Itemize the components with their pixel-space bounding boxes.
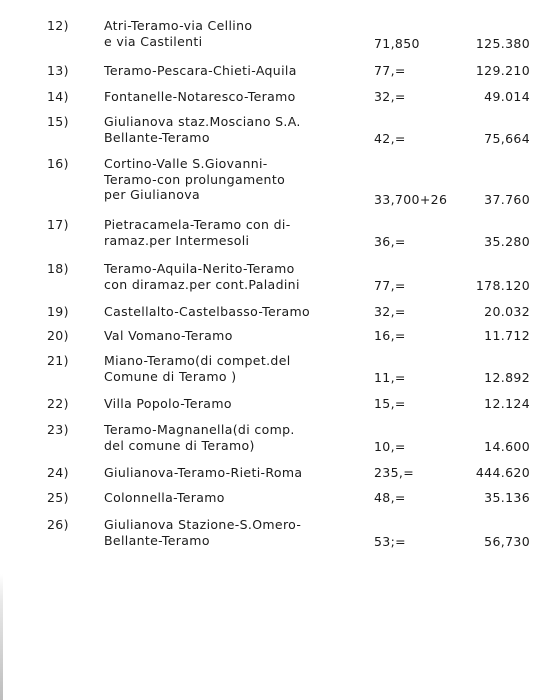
route-line: per Giulianova	[104, 187, 200, 202]
row-number: 19)	[47, 304, 69, 319]
row-number: 12)	[47, 18, 69, 33]
route-km: 32,=	[374, 304, 406, 319]
route-name	[104, 396, 374, 412]
route-line: Val Vomano-Teramo	[104, 328, 233, 343]
route-line: Bellante-Teramo	[104, 129, 210, 145]
route-km: 36,=	[374, 234, 406, 249]
route-line: Fontanelle-Notaresco-Teramo	[104, 89, 296, 104]
route-name	[104, 304, 374, 320]
route-line: Teramo-con prolungamento	[104, 171, 286, 187]
row-number: 20)	[47, 328, 69, 343]
route-line: Teramo-Magnanella(di comp.	[104, 422, 295, 437]
row-number: 18)	[47, 261, 69, 276]
route-km: 48,=	[374, 490, 406, 505]
route-name	[104, 422, 374, 453]
route-km: 32,=	[374, 89, 406, 104]
route-name	[104, 353, 374, 384]
route-name	[104, 63, 374, 79]
route-value: 35.280	[484, 234, 530, 249]
route-km: 71,850	[374, 36, 420, 51]
route-km: 77,=	[374, 278, 406, 293]
route-value: 37.760	[484, 192, 530, 207]
route-line: Teramo-Aquila-Nerito-Teramo	[104, 261, 295, 276]
route-value: 75,664	[484, 131, 530, 146]
row-number: 15)	[47, 114, 69, 129]
route-km: 33,700+26	[374, 192, 448, 207]
route-line: Bellante-Teramo	[104, 532, 210, 548]
route-value: 56,730	[484, 534, 530, 549]
route-km: 77,=	[374, 63, 406, 78]
route-line: Castellalto-Castelbasso-Teramo	[104, 304, 311, 319]
row-number: 14)	[47, 89, 69, 104]
route-value: 178.120	[475, 278, 530, 293]
route-line: Giulianova staz.Mosciano S.A.	[104, 114, 301, 129]
route-line: Cortino-Valle S.Giovanni-	[104, 156, 268, 171]
route-name	[104, 18, 374, 49]
row-number: 22)	[47, 396, 69, 411]
route-value: 11.712	[484, 328, 530, 343]
route-line: Teramo-Pescara-Chieti-Aquila	[104, 63, 297, 78]
route-line: con diramaz.per cont.Paladini	[104, 276, 300, 292]
route-name	[104, 490, 374, 506]
row-number: 24)	[47, 465, 69, 480]
route-name	[104, 156, 374, 203]
route-line: Giulianova-Teramo-Rieti-Roma	[104, 465, 303, 480]
route-value: 125.380	[475, 36, 530, 51]
route-value: 444.620	[475, 465, 530, 480]
route-line: Giulianova Stazione-S.Omero-	[104, 517, 302, 532]
route-name	[104, 465, 374, 481]
route-value: 49.014	[484, 89, 530, 104]
route-value: 12.124	[484, 396, 530, 411]
route-value: 129.210	[475, 63, 530, 78]
row-number: 21)	[47, 353, 69, 368]
route-line: e via Castilenti	[104, 33, 203, 49]
route-line: Miano-Teramo(di compet.del	[104, 353, 291, 368]
route-km: 10,=	[374, 439, 406, 454]
route-km: 16,=	[374, 328, 406, 343]
route-name	[104, 217, 374, 248]
route-km: 53;=	[374, 534, 406, 549]
route-name	[104, 328, 374, 344]
route-km: 15,=	[374, 396, 406, 411]
route-value: 12.892	[484, 370, 530, 385]
scan-edge-shadow	[0, 0, 3, 700]
route-line: Colonnella-Teramo	[104, 490, 225, 505]
route-km: 235,=	[374, 465, 415, 480]
route-value: 35.136	[484, 490, 530, 505]
row-number: 16)	[47, 156, 69, 171]
route-name	[104, 89, 374, 105]
route-line: Comune di Teramo )	[104, 368, 237, 384]
route-line: Atri-Teramo-via Cellino	[104, 18, 253, 33]
row-number: 25)	[47, 490, 69, 505]
row-number: 23)	[47, 422, 69, 437]
route-line: Villa Popolo-Teramo	[104, 396, 232, 411]
route-line: ramaz.per Intermesoli	[104, 232, 250, 248]
route-km: 11,=	[374, 370, 406, 385]
route-line: Pietracamela-Teramo con di-	[104, 217, 291, 232]
route-value: 20.032	[484, 304, 530, 319]
route-value: 14.600	[484, 439, 530, 454]
route-name	[104, 261, 374, 292]
row-number: 26)	[47, 517, 69, 532]
route-name	[104, 114, 374, 145]
row-number: 17)	[47, 217, 69, 232]
route-name	[104, 517, 374, 548]
route-km: 42,=	[374, 131, 406, 146]
row-number: 13)	[47, 63, 69, 78]
route-line: del comune di Teramo)	[104, 437, 255, 453]
